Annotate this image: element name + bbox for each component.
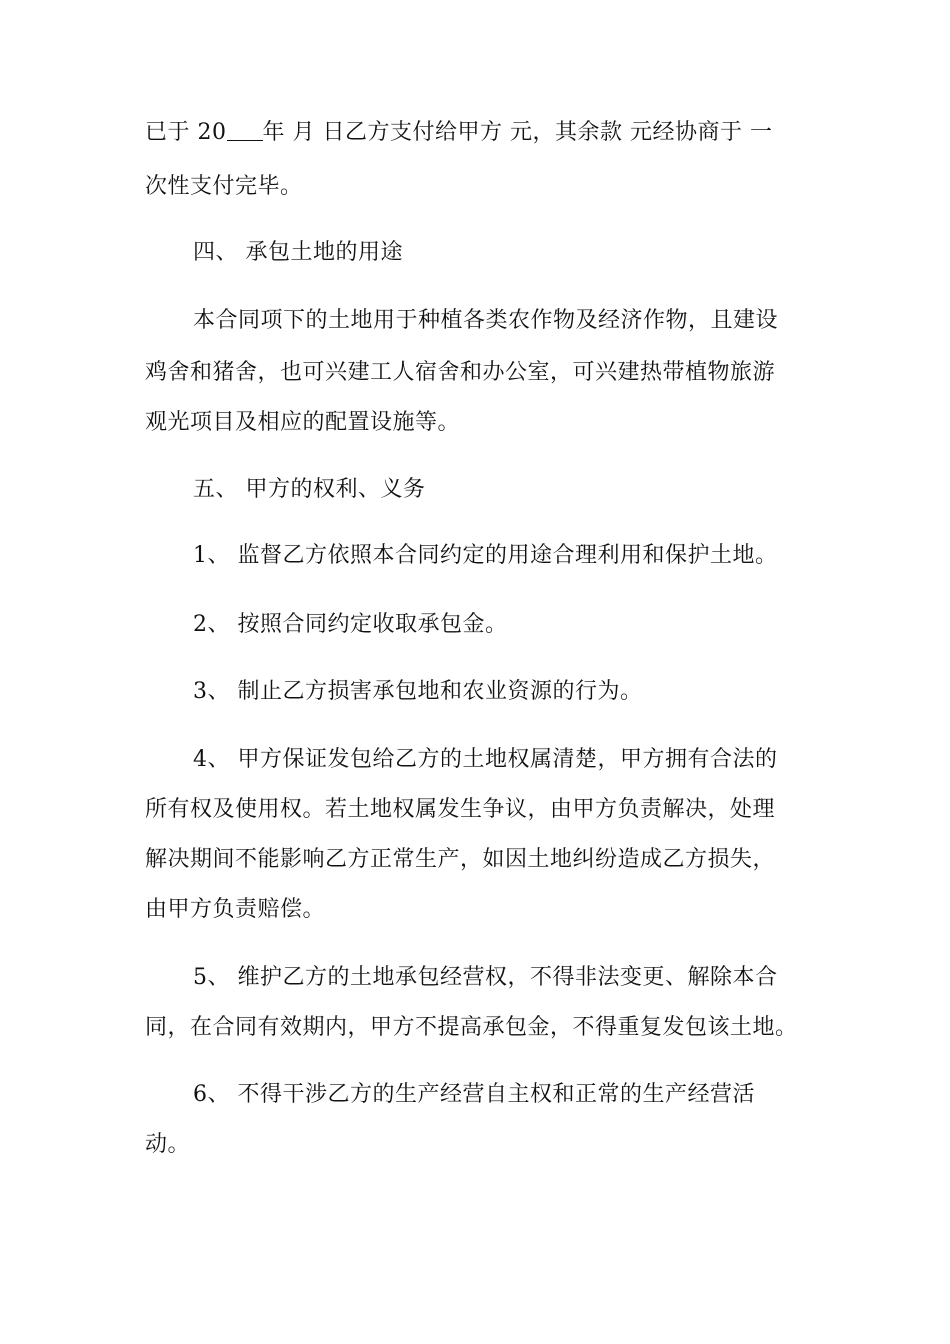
list-item-5-continued: 同，在合同有效期内，甲方不提高承包金，不得重复发包该土地。 [145, 1015, 798, 1040]
text-line: 次性支付完毕。 [145, 174, 303, 199]
payment-text-end: 年 月 日乙方支付给甲方 元，其余款 元经协商于 一 [262, 120, 773, 145]
list-item-3: 3、 制止乙方损害承包地和农业资源的行为。 [193, 679, 643, 704]
payment-text-start: 已于 20 [145, 120, 227, 145]
year-blank [227, 118, 263, 141]
section-heading-party-a-rights: 五、 甲方的权利、义务 [193, 477, 426, 502]
list-item-2: 2、 按照合同约定收取承包金。 [193, 612, 508, 637]
list-item-4-continued: 由甲方负责赔偿。 [145, 897, 326, 922]
list-item-4-continued: 所有权及使用权。若土地权属发生争议，由甲方负责解决，处理 [145, 797, 776, 822]
text-line-payment [145, 118, 772, 148]
paragraph-line: 本合同项下的土地用于种植各类农作物及经济作物，且建设 [193, 308, 779, 333]
list-item-4: 4、 甲方保证发包给乙方的土地权属清楚，甲方拥有合法的 [193, 747, 778, 772]
list-item-6: 6、 不得干涉乙方的生产经营自主权和正常的生产经营活 [193, 1082, 755, 1107]
list-item-4-continued: 解决期间不能影响乙方正常生产，如因土地纠纷造成乙方损失， [145, 847, 776, 872]
paragraph-line: 观光项目及相应的配置设施等。 [145, 410, 461, 435]
list-item-5: 5、 维护乙方的土地承包经营权，不得非法变更、解除本合 [193, 965, 778, 990]
section-heading-land-use: 四、 承包土地的用途 [193, 240, 403, 265]
list-item-6-continued: 动。 [145, 1132, 191, 1157]
list-item-1: 1、 监督乙方依照本合同约定的用途合理利用和保护土地。 [193, 543, 778, 568]
paragraph-line: 鸡舍和猪舍，也可兴建工人宿舍和办公室，可兴建热带植物旅游 [145, 360, 776, 385]
